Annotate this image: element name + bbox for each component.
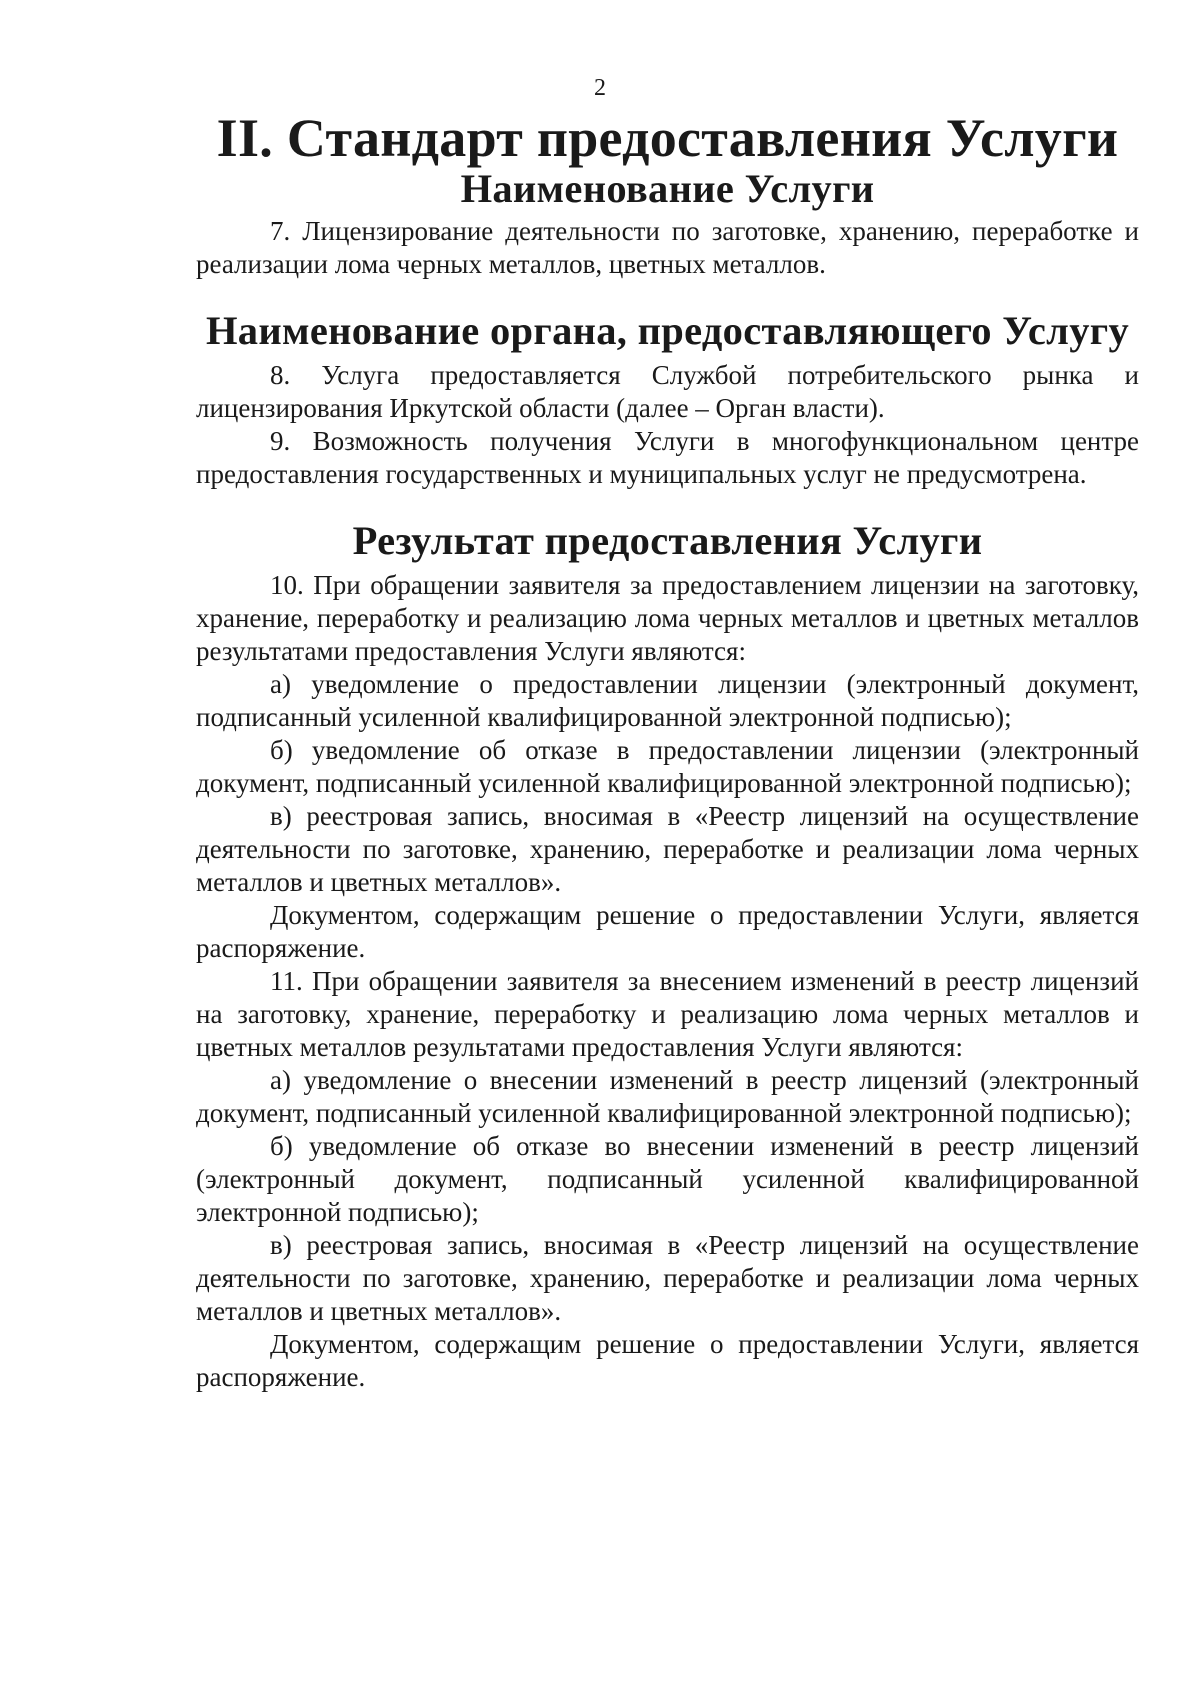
heading-service-authority: Наименование органа, предоставляющего Услугу (205, 308, 1129, 353)
paragraph-8: 8. Услуга предоставляется Службой потребительского рынка и лицензирования Иркутской области (далее – Орган власти). (196, 360, 1139, 423)
heading-service-name: Наименование Услуги (460, 166, 875, 211)
heading-service-result: Результат предоставления Услуги (352, 518, 983, 563)
paragraph-10-a: а) уведомление о предоставлении лицензии (электронный документ, подписанный усиленной квалифицированной электронной подписью); (196, 669, 1139, 732)
paragraph-9: 9. Возможность получения Услуги в многофункциональном центре предоставления государственных и муниципальных услуг не предусмотрена. (196, 426, 1139, 489)
paragraph-10-v: в) реестровая запись, вносимая в «Реестр лицензий на осуществление деятельности по заготовке, хранению, переработке и реализации лома черных металлов и цветных металлов». (196, 801, 1139, 897)
paragraph-10: 10. При обращении заявителя за предоставлением лицензии на заготовку, хранение, переработку и реализацию лома черных металлов и цветных металлов результатами предоставления Услуги являются: (196, 570, 1139, 666)
paragraph-11-decision: Документом, содержащим решение о предоставлении Услуги, является распоряжение. (196, 1329, 1139, 1392)
paragraph-11-a: а) уведомление о внесении изменений в реестр лицензий (электронный документ, подписанный усиленной квалифицированной электронной подписью); (196, 1065, 1139, 1128)
paragraph-11-b: б) уведомление об отказе во внесении изменений в реестр лицензий (электронный документ, подписанный усиленной квалифицированной электронной подписью); (196, 1131, 1139, 1227)
section-title: II. Стандарт предоставления Услуги (216, 108, 1119, 168)
document-body (196, 108, 1139, 1394)
paragraph-10-decision: Документом, содержащим решение о предоставлении Услуги, является распоряжение. (196, 900, 1139, 963)
page-number: 2 (594, 75, 606, 101)
paragraph-11-v: в) реестровая запись, вносимая в «Реестр лицензий на осуществление деятельности по заготовке, хранению, переработке и реализации лома черных металлов и цветных металлов». (196, 1230, 1139, 1326)
paragraph-11: 11. При обращении заявителя за внесением изменений в реестр лицензий на заготовку, хранение, переработку и реализацию лома черных металлов и цветных металлов результатами предоставления Услуги являются: (196, 966, 1139, 1062)
paragraph-10-b: б) уведомление об отказе в предоставлении лицензии (электронный документ, подписанный усиленной квалифицированной электронной подписью); (196, 735, 1139, 798)
paragraph-7: 7. Лицензирование деятельности по заготовке, хранению, переработке и реализации лома черных металлов, цветных металлов. (196, 216, 1139, 279)
